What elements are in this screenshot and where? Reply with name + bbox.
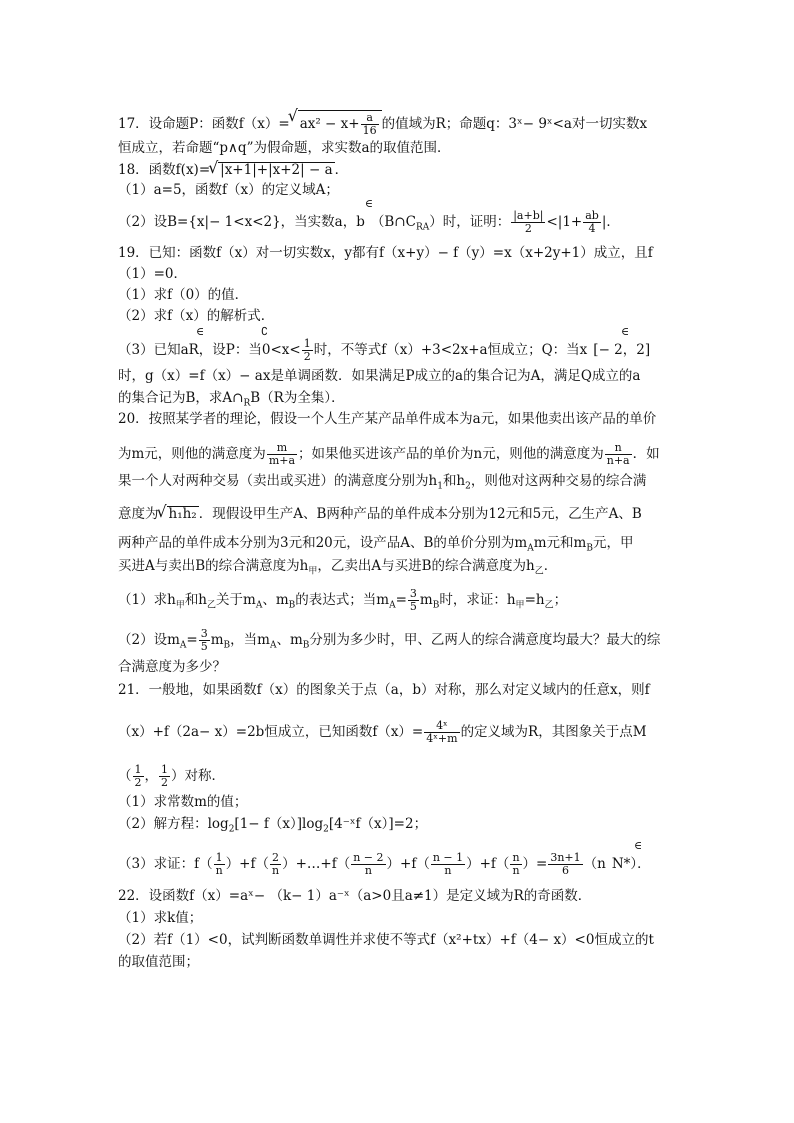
subscript: 乙 (534, 566, 544, 577)
problem-22-part-2 (118, 934, 654, 948)
fraction (583, 210, 601, 235)
sqrt-expression (167, 506, 199, 522)
subscript: 2 (465, 481, 471, 492)
complement-symbol: ∁ (261, 325, 268, 338)
subscript: A (255, 600, 263, 611)
denominator: 2 (134, 776, 142, 789)
text: ，当m (230, 632, 270, 648)
text: （2）求f（x）的解析式． (118, 308, 275, 324)
subscript: R (243, 398, 251, 409)
denominator: 5 (409, 600, 417, 613)
text: R，设P：当0<x< (188, 342, 301, 358)
sqrt-expression (218, 162, 334, 178)
text: ax² − x+ (299, 116, 360, 132)
numerator: ab (585, 209, 599, 222)
fraction (302, 338, 313, 363)
text: （2）解方程：log (118, 816, 229, 832)
text: 的取值范围； (118, 954, 199, 970)
subscript: B (223, 640, 231, 651)
text: = (395, 592, 407, 608)
problem-20-line-9 (118, 661, 226, 675)
fraction (270, 852, 281, 877)
text: h₁h₂ (168, 506, 197, 522)
text: 21．一般地，如果函数f（x）的图象关于点（a，b）对称，那么对定义域内的任意x，则f (118, 682, 650, 698)
numerator: 1 (214, 852, 225, 865)
problem-18-line-1 (118, 162, 348, 178)
text: 两种产品的单件成本分别为3元和20元，设产品A、B的单价分别为m (118, 535, 528, 551)
fraction (605, 442, 632, 467)
text: 17．设命题P：函数f（x）= (118, 116, 290, 132)
problem-21-line-2 (118, 720, 647, 745)
text: [− 2，2] (593, 342, 651, 358)
numerator: 2 (270, 852, 281, 865)
text: （B∩C (370, 214, 416, 230)
text: 时，求证：h (439, 592, 516, 608)
fraction (431, 852, 465, 877)
text: （x）+f（2a− x）=2b恒成立，已知函数f（x）= (118, 724, 424, 740)
text: 18．函数f(x)= (118, 162, 211, 178)
text: < (546, 214, 558, 230)
fraction (133, 764, 144, 789)
text: = (186, 632, 198, 648)
subscript: A (269, 640, 277, 651)
subscript: B (302, 640, 310, 651)
numerator: n − 2 (353, 851, 384, 864)
text: （1）=0． (118, 266, 187, 282)
text: 的表达式；当m (295, 592, 390, 608)
problem-19-part-3 (118, 325, 651, 363)
subscript: B (432, 600, 440, 611)
text: 19．已知：函数f（x）对一切实数x，y都有f（x+y）− f（y）=x（x+2y+1）成立，且f (118, 245, 653, 261)
fraction (408, 588, 419, 613)
fraction (351, 852, 385, 877)
text: ． (543, 558, 558, 574)
denominator: 16 (362, 124, 377, 137)
text: [4⁻ˣf（x）]=2； (328, 816, 428, 832)
denominator: n (272, 864, 280, 877)
problem-20-part-1 (118, 588, 567, 613)
denominator: n+a (606, 454, 630, 467)
fraction (214, 852, 225, 877)
text: 为m元，则他的满意度为 (118, 446, 266, 462)
problem-21-part-2 (118, 818, 427, 835)
text: |x+1|+|x+2| − a (220, 162, 333, 178)
element-of-symbol: ∈ (364, 197, 374, 210)
text: （1）求h (118, 592, 176, 608)
text: （1）求f（0）的值． (118, 287, 249, 303)
text: ． (334, 162, 349, 178)
fraction (511, 210, 545, 235)
text: 、m (262, 592, 289, 608)
numerator: n − 1 (432, 851, 464, 864)
text: ）+f（ (466, 856, 510, 872)
text: （2）若f（1）<0，试判断函数单调性并求使不等式f（x²+tx）+f（4− x）<0恒成立的t (118, 932, 654, 948)
problem-20-part-2 (118, 628, 660, 653)
problem-22-part-1 (118, 912, 202, 926)
fraction (159, 764, 170, 789)
text: ．如 (632, 446, 660, 462)
numerator: a (361, 112, 379, 125)
fraction (361, 112, 379, 137)
problem-21-part-1 (118, 796, 247, 810)
text: 和h (184, 592, 208, 608)
text: m元和m (533, 535, 587, 551)
subscript: 甲 (308, 566, 318, 577)
text: ；如果他买进该产品的单价为n元，则他的满意度为 (298, 446, 604, 462)
problem-22-line-1 (118, 890, 591, 904)
text: ，乙卖出A与买进B的综合满意度为h (317, 558, 535, 574)
text: =h (524, 592, 545, 608)
denominator: n (444, 864, 452, 877)
denominator: m+a (268, 454, 296, 467)
problem-17-line-2 (118, 142, 451, 156)
text: 买进A与卖出B的综合满意度为h (118, 558, 309, 574)
text: （ (118, 768, 132, 784)
text: ）+…+f（ (282, 856, 351, 872)
problem-20-line-2 (118, 442, 660, 467)
subscript: 1 (437, 481, 443, 492)
text: 20．按照某学者的理论，假设一个人生产某产品单件成本为a元，如果他卖出该产品的单价 (118, 411, 657, 427)
subscript: A (527, 543, 534, 554)
problem-18-part-1 (118, 184, 339, 198)
numerator: |a+b| (513, 209, 544, 222)
text: ）+f（ (386, 856, 430, 872)
element-of-symbol: ∈ (621, 325, 630, 338)
denominator: 2 (161, 776, 168, 789)
text: ）时，证明： (429, 214, 511, 230)
numerator: n (512, 851, 520, 864)
text: （3）求证：f（ (118, 856, 213, 872)
subscript: B (586, 543, 593, 554)
subscript: 甲 (515, 600, 525, 611)
subscript: 甲 (175, 600, 185, 611)
text: ，则他对这两种交易的综合满 (470, 473, 647, 489)
text: ， (144, 768, 158, 784)
problem-20-line-5 (118, 537, 633, 554)
problem-19-part-2 (118, 310, 274, 324)
text: （1）a=5，函数f（x）的定义域A； (118, 182, 339, 198)
text: 合满意度为多少？ (118, 659, 226, 675)
text: （1）求k值； (118, 910, 203, 926)
sqrt-expression (298, 110, 382, 137)
denominator: n (215, 864, 223, 877)
text: 和h (442, 473, 466, 489)
fraction (424, 720, 459, 745)
text: 时，不等式f（x）+3<2x+a恒成立；Q：当x (313, 342, 588, 358)
text: B（R为全集）． (250, 390, 345, 406)
fraction (267, 442, 297, 467)
subscript: 乙 (544, 600, 554, 611)
text: m (210, 632, 224, 648)
denominator: 6 (562, 864, 569, 877)
text: （3）已知a (118, 342, 189, 358)
problem-21-part-3 (118, 839, 651, 877)
denominator: 2 (303, 350, 311, 363)
text: ）对称． (171, 768, 225, 784)
text: （1）求常数m的值； (118, 794, 248, 810)
subscript: A (179, 640, 187, 651)
problem-19-line-4 (118, 370, 640, 384)
denominator: 4ˣ+m (426, 732, 458, 745)
text: m (419, 592, 433, 608)
problem-19-line-1 (118, 247, 653, 261)
fraction (510, 852, 521, 877)
text: 的集合记为B，求A∩ (118, 390, 244, 406)
text: （2）设B={x|− 1<x<2}，当实数a，b (118, 214, 365, 230)
problem-19-line-5 (118, 392, 345, 409)
text: 的定义域为R，其图象关于点M (460, 724, 647, 740)
denominator: n (364, 864, 372, 877)
numerator: 3 (409, 587, 417, 600)
problem-20-line-3 (118, 475, 646, 492)
subscript: 2 (323, 824, 329, 835)
problem-20-line-4 (118, 506, 642, 522)
text: 时，g（x）=f（x）− ax是单调函数．如果满足P成立的a的集合记为A，满足Q成立的a (118, 368, 641, 384)
problem-22-line-4 (118, 956, 199, 970)
text: 分别为多少时，甲、乙两人的综合满意度均最大？最大的综 (309, 632, 661, 648)
denominator: 2 (524, 222, 532, 235)
numerator: 1 (134, 763, 142, 776)
text: 元，甲 (592, 535, 634, 551)
numerator: 3n+1 (550, 851, 581, 864)
text: ； (553, 592, 568, 608)
problem-21-line-3 (118, 764, 225, 789)
text: 的值域为R；命题q：3ˣ− 9ˣ<a对一切实数x (381, 116, 648, 132)
problem-18-part-2 (118, 197, 620, 235)
element-of-symbol: ∈ (196, 325, 205, 338)
numerator: n (605, 442, 632, 455)
text: （2）设m (118, 632, 180, 648)
subscript: RA (415, 222, 430, 233)
denominator: n (512, 864, 520, 877)
numerator: 4ˣ (424, 720, 459, 733)
text: |1+ (557, 214, 583, 230)
problem-19-line-2 (118, 268, 187, 282)
subscript: 乙 (207, 600, 217, 611)
numerator: 3 (200, 627, 208, 640)
text: ．现假设甲生产A、B两种产品的单件成本分别为12元和5元，乙生产A、B (198, 506, 642, 522)
fraction (199, 628, 210, 653)
text: 恒成立，若命题“p∧q”为假命题，求实数a的取值范围． (118, 140, 451, 156)
numerator: m (267, 442, 297, 455)
subscript: 2 (228, 824, 235, 835)
element-of-symbol: ∈ (634, 839, 643, 852)
problem-20-line-6 (118, 560, 557, 577)
subscript: B (288, 600, 296, 611)
text: [1− f（x）]log (234, 816, 324, 832)
text: 果一个人对两种交易（卖出或买进）的满意度分别为h (118, 473, 438, 489)
text: N*）． (611, 856, 651, 872)
text: 意度为 (118, 506, 159, 522)
problem-17-line-1 (118, 110, 647, 137)
text: ）+f（ (225, 856, 269, 872)
text: 22．设函数f（x）=aˣ− （k− 1）a⁻ˣ（a>0且a≠1）是定义域为R的奇函数． (118, 888, 592, 904)
subscript: A (389, 600, 396, 611)
text: |． (601, 214, 620, 230)
numerator: 1 (161, 763, 168, 776)
problem-19-part-1 (118, 289, 248, 303)
denominator: 5 (200, 640, 208, 653)
numerator: 1 (303, 337, 311, 350)
denominator: 4 (588, 222, 596, 235)
text: ）= (522, 856, 548, 872)
problem-20-line-1 (118, 413, 656, 427)
text: 关于m (216, 592, 256, 608)
fraction (548, 852, 582, 877)
text: （n (583, 856, 606, 872)
problem-21-line-1 (118, 684, 650, 698)
text: 、m (276, 632, 303, 648)
